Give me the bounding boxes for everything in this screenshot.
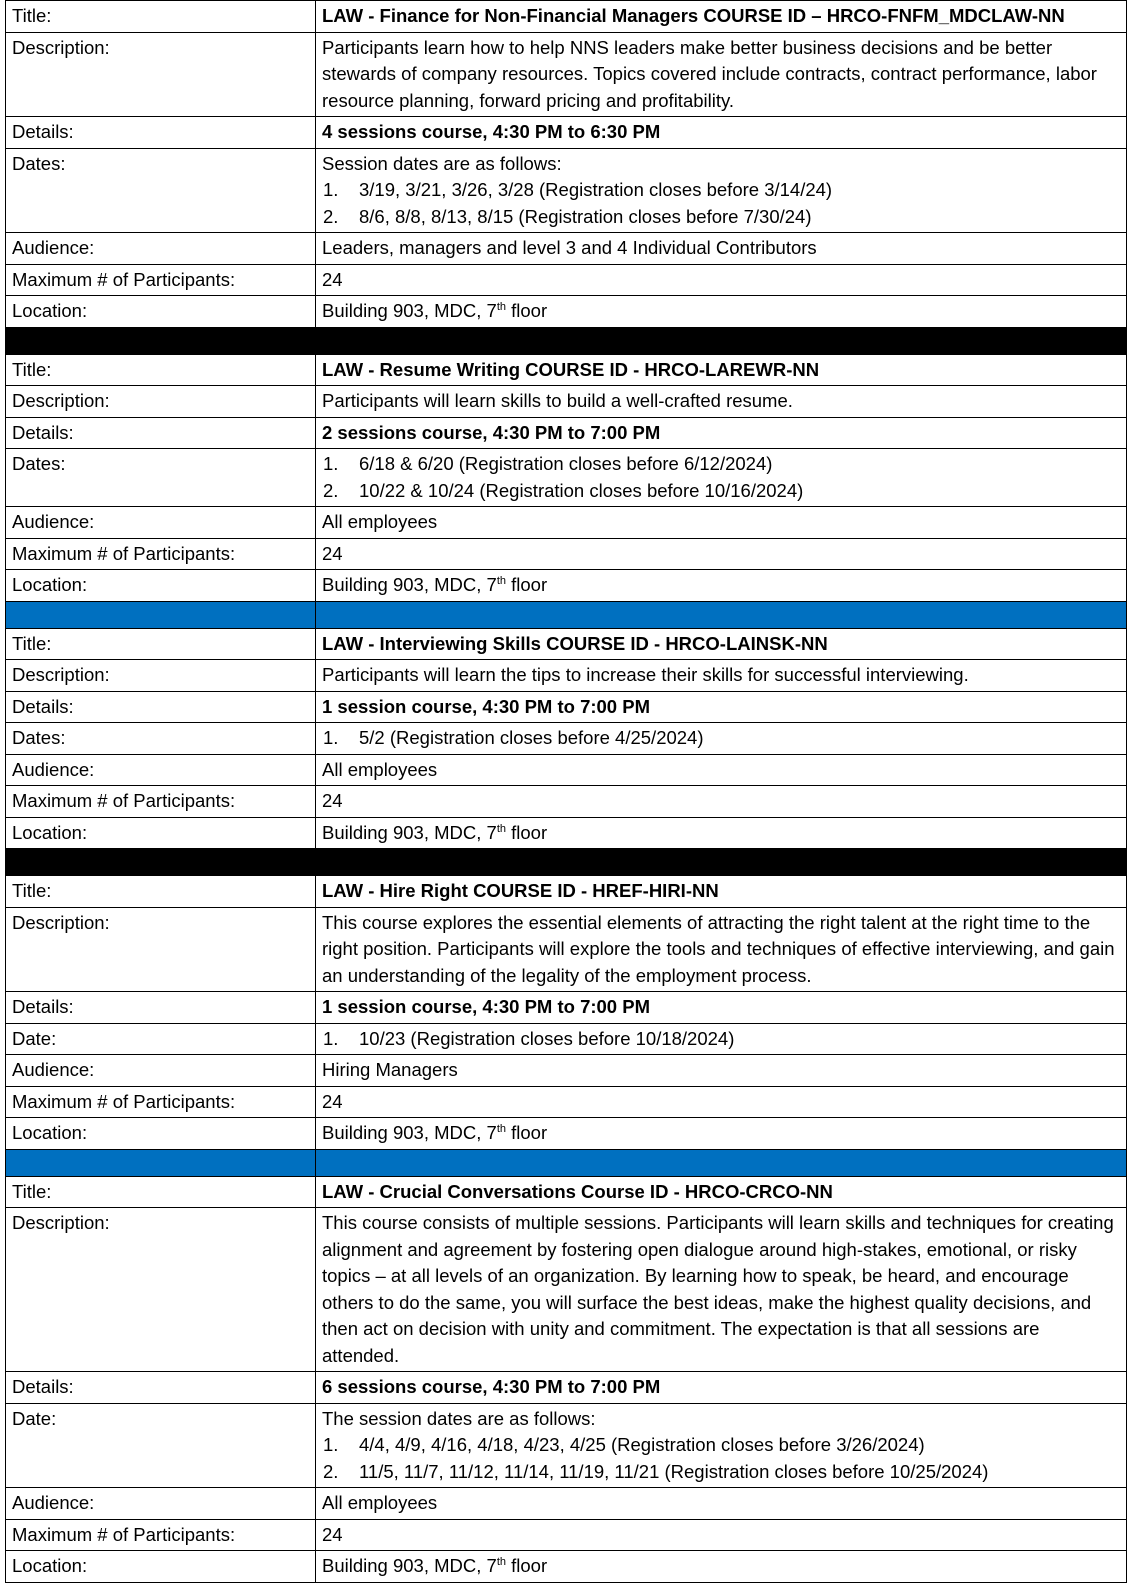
course-dates-row [6,1403,1127,1488]
course-audience-row [6,754,1127,786]
description-label: Description: [6,660,316,692]
course-location: Building 903, MDC, 7th floor [316,1551,1127,1583]
course-title-row [6,628,1127,660]
dates-label: Dates: [6,449,316,507]
date-label: Date: [6,1023,316,1055]
course-location-row [6,1551,1127,1583]
course-description-row [6,907,1127,992]
date-item [322,1459,1120,1486]
dates-label: Dates: [6,148,316,233]
title-label: Title: [6,876,316,908]
max-participants-label: Maximum # of Participants: [6,538,316,570]
date-item [322,478,1120,505]
location-label: Location: [6,817,316,849]
date-item [322,204,1120,231]
date-text: 4/4, 4/9, 4/16, 4/18, 4/23, 4/25 (Registration closes before 3/26/2024) [359,1434,925,1455]
description-label: Description: [6,907,316,992]
date-text: 8/6, 8/8, 8/13, 8/15 (Registration closes before 7/30/24) [359,205,812,227]
course-details: 1 session course, 4:30 PM to 7:00 PM [316,992,1127,1024]
course-dates [316,1403,1127,1488]
course-max-participants: 24 [316,1519,1127,1551]
max-participants-label: Maximum # of Participants: [6,1086,316,1118]
max-participants-label: Maximum # of Participants: [6,786,316,818]
course-details: 4 sessions course, 4:30 PM to 6:30 PM [316,117,1127,149]
dates-list [322,177,1120,230]
details-label: Details: [6,417,316,449]
course-dates [316,723,1127,755]
course-audience: All employees [316,754,1127,786]
course-details: 1 session course, 4:30 PM to 7:00 PM [316,691,1127,723]
dates-intro: The session dates are as follows: [322,1407,596,1429]
dates-label: Dates: [6,723,316,755]
course-audience-row [6,1055,1127,1087]
date-text: 10/23 (Registration closes before 10/18/2024) [359,1027,735,1049]
course-details-row [6,417,1127,449]
dates-list [322,1432,1120,1485]
course-location: Building 903, MDC, 7th floor [316,1118,1127,1150]
course-location-row [6,1118,1127,1150]
course-max-participants: 24 [316,786,1127,818]
course-description: This course explores the essential elements of attracting the right talent at the right time to the right position. Participants will explore the tools and techniques of effective interviewing, and gain an understanding of the legality of the employment process. [316,907,1127,992]
details-label: Details: [6,1372,316,1404]
course-max-row [6,786,1127,818]
location-label: Location: [6,296,316,328]
course-description: Participants will learn the tips to increase their skills for successful interviewing. [316,660,1127,692]
separator-blue [6,601,1127,628]
course-description: This course consists of multiple sessions. Participants will learn skills and techniques for creating alignment and agreement by fostering open dialogue around high-stakes, emotional, or risky topics – at all levels of an organization. By learning how to speak, be heard, and encourage others to do the same, you will surface the best ideas, make the highest quality decisions, and then act on decision with unity and commitment. The expectation is that all sessions are attended. [316,1208,1127,1372]
date-number: 2. [323,479,339,501]
course-title: LAW - Crucial Conversations Course ID - HRCO-CRCO-NN [316,1176,1127,1208]
dates-list [322,725,1120,752]
date-number: 1. [323,1434,339,1455]
course-max-row [6,1519,1127,1551]
title-label: Title: [6,354,316,386]
audience-label: Audience: [6,1055,316,1087]
separator-blue [6,1149,1127,1176]
course-title: LAW - Finance for Non-Financial Managers COURSE ID – HRCO-FNFM_MDCLAW-NN [316,1,1127,33]
title-label: Title: [6,1176,316,1208]
date-number: 2. [323,205,339,227]
date-item [322,725,1120,752]
dates-list [322,1026,1120,1053]
course-max-participants: 24 [316,1086,1127,1118]
course-dates-row [6,449,1127,507]
course-dates-row [6,723,1127,755]
course-audience: All employees [316,1488,1127,1520]
course-details-row [6,992,1127,1024]
course-title-row [6,1,1127,33]
course-audience: Leaders, managers and level 3 and 4 Individual Contributors [316,233,1127,265]
course-max-participants: 24 [316,538,1127,570]
course-details-row [6,691,1127,723]
details-label: Details: [6,117,316,149]
date-item [322,1026,1120,1053]
date-text: 5/2 (Registration closes before 4/25/2024) [359,727,704,748]
course-location: Building 903, MDC, 7th floor [316,296,1127,328]
dates-list [322,451,1120,504]
course-title-row [6,354,1127,386]
audience-label: Audience: [6,507,316,539]
date-number: 1. [323,179,339,200]
date-number: 1. [323,727,339,748]
course-audience: All employees [316,507,1127,539]
date-number: 1. [323,453,339,474]
course-description: Participants will learn skills to build a well-crafted resume. [316,386,1127,418]
description-label: Description: [6,32,316,117]
date-item [322,451,1120,478]
date-text: 10/22 & 10/24 (Registration closes before 10/16/2024) [359,479,804,501]
description-label: Description: [6,1208,316,1372]
description-label: Description: [6,386,316,418]
course-dates [316,1023,1127,1055]
course-details-row [6,1372,1127,1404]
course-description-row [6,32,1127,117]
audience-label: Audience: [6,754,316,786]
location-label: Location: [6,1551,316,1583]
course-max-participants: 24 [316,264,1127,296]
date-number: 1. [323,1027,339,1049]
course-audience-row [6,233,1127,265]
course-title: LAW - Resume Writing COURSE ID - HRCO-LAREWR-NN [316,354,1127,386]
course-location-row [6,296,1127,328]
date-text: 6/18 & 6/20 (Registration closes before 6/12/2024) [359,453,773,474]
max-participants-label: Maximum # of Participants: [6,264,316,296]
separator-black [6,849,1127,876]
date-item [322,1432,1120,1459]
course-location-row [6,570,1127,602]
course-dates [316,449,1127,507]
course-max-row [6,538,1127,570]
dates-intro: Session dates are as follows: [322,152,562,174]
course-description-row [6,386,1127,418]
course-table [5,0,1127,1583]
audience-label: Audience: [6,1488,316,1520]
course-details-row [6,117,1127,149]
date-item [322,177,1120,204]
date-label: Date: [6,1403,316,1488]
course-audience-row [6,507,1127,539]
course-location: Building 903, MDC, 7th floor [316,817,1127,849]
course-title: LAW - Interviewing Skills COURSE ID - HRCO-LAINSK-NN [316,628,1127,660]
date-text: 3/19, 3/21, 3/26, 3/28 (Registration closes before 3/14/24) [359,179,833,200]
course-audience: Hiring Managers [316,1055,1127,1087]
course-dates-row [6,148,1127,233]
course-title-row [6,876,1127,908]
date-text: 11/5, 11/7, 11/12, 11/14, 11/19, 11/21 (Registration closes before 10/25/2024) [359,1460,989,1482]
course-max-row [6,264,1127,296]
separator-black [6,327,1127,354]
course-description: Participants learn how to help NNS leaders make better business decisions and be better stewards of company resources. Topics covered include contracts, contract performance, labor resource planning, forward pricing and profitability. [316,32,1127,117]
location-label: Location: [6,1118,316,1150]
course-details: 6 sessions course, 4:30 PM to 7:00 PM [316,1372,1127,1404]
course-audience-row [6,1488,1127,1520]
title-label: Title: [6,628,316,660]
title-label: Title: [6,1,316,33]
course-location-row [6,817,1127,849]
course-location: Building 903, MDC, 7th floor [316,570,1127,602]
details-label: Details: [6,992,316,1024]
course-dates-row [6,1023,1127,1055]
course-details: 2 sessions course, 4:30 PM to 7:00 PM [316,417,1127,449]
course-dates [316,148,1127,233]
course-max-row [6,1086,1127,1118]
audience-label: Audience: [6,233,316,265]
location-label: Location: [6,570,316,602]
course-title-row [6,1176,1127,1208]
course-description-row [6,660,1127,692]
details-label: Details: [6,691,316,723]
course-title: LAW - Hire Right COURSE ID - HREF-HIRI-NN [316,876,1127,908]
date-number: 2. [323,1460,339,1482]
course-catalog [5,0,1127,1583]
course-description-row [6,1208,1127,1372]
max-participants-label: Maximum # of Participants: [6,1519,316,1551]
